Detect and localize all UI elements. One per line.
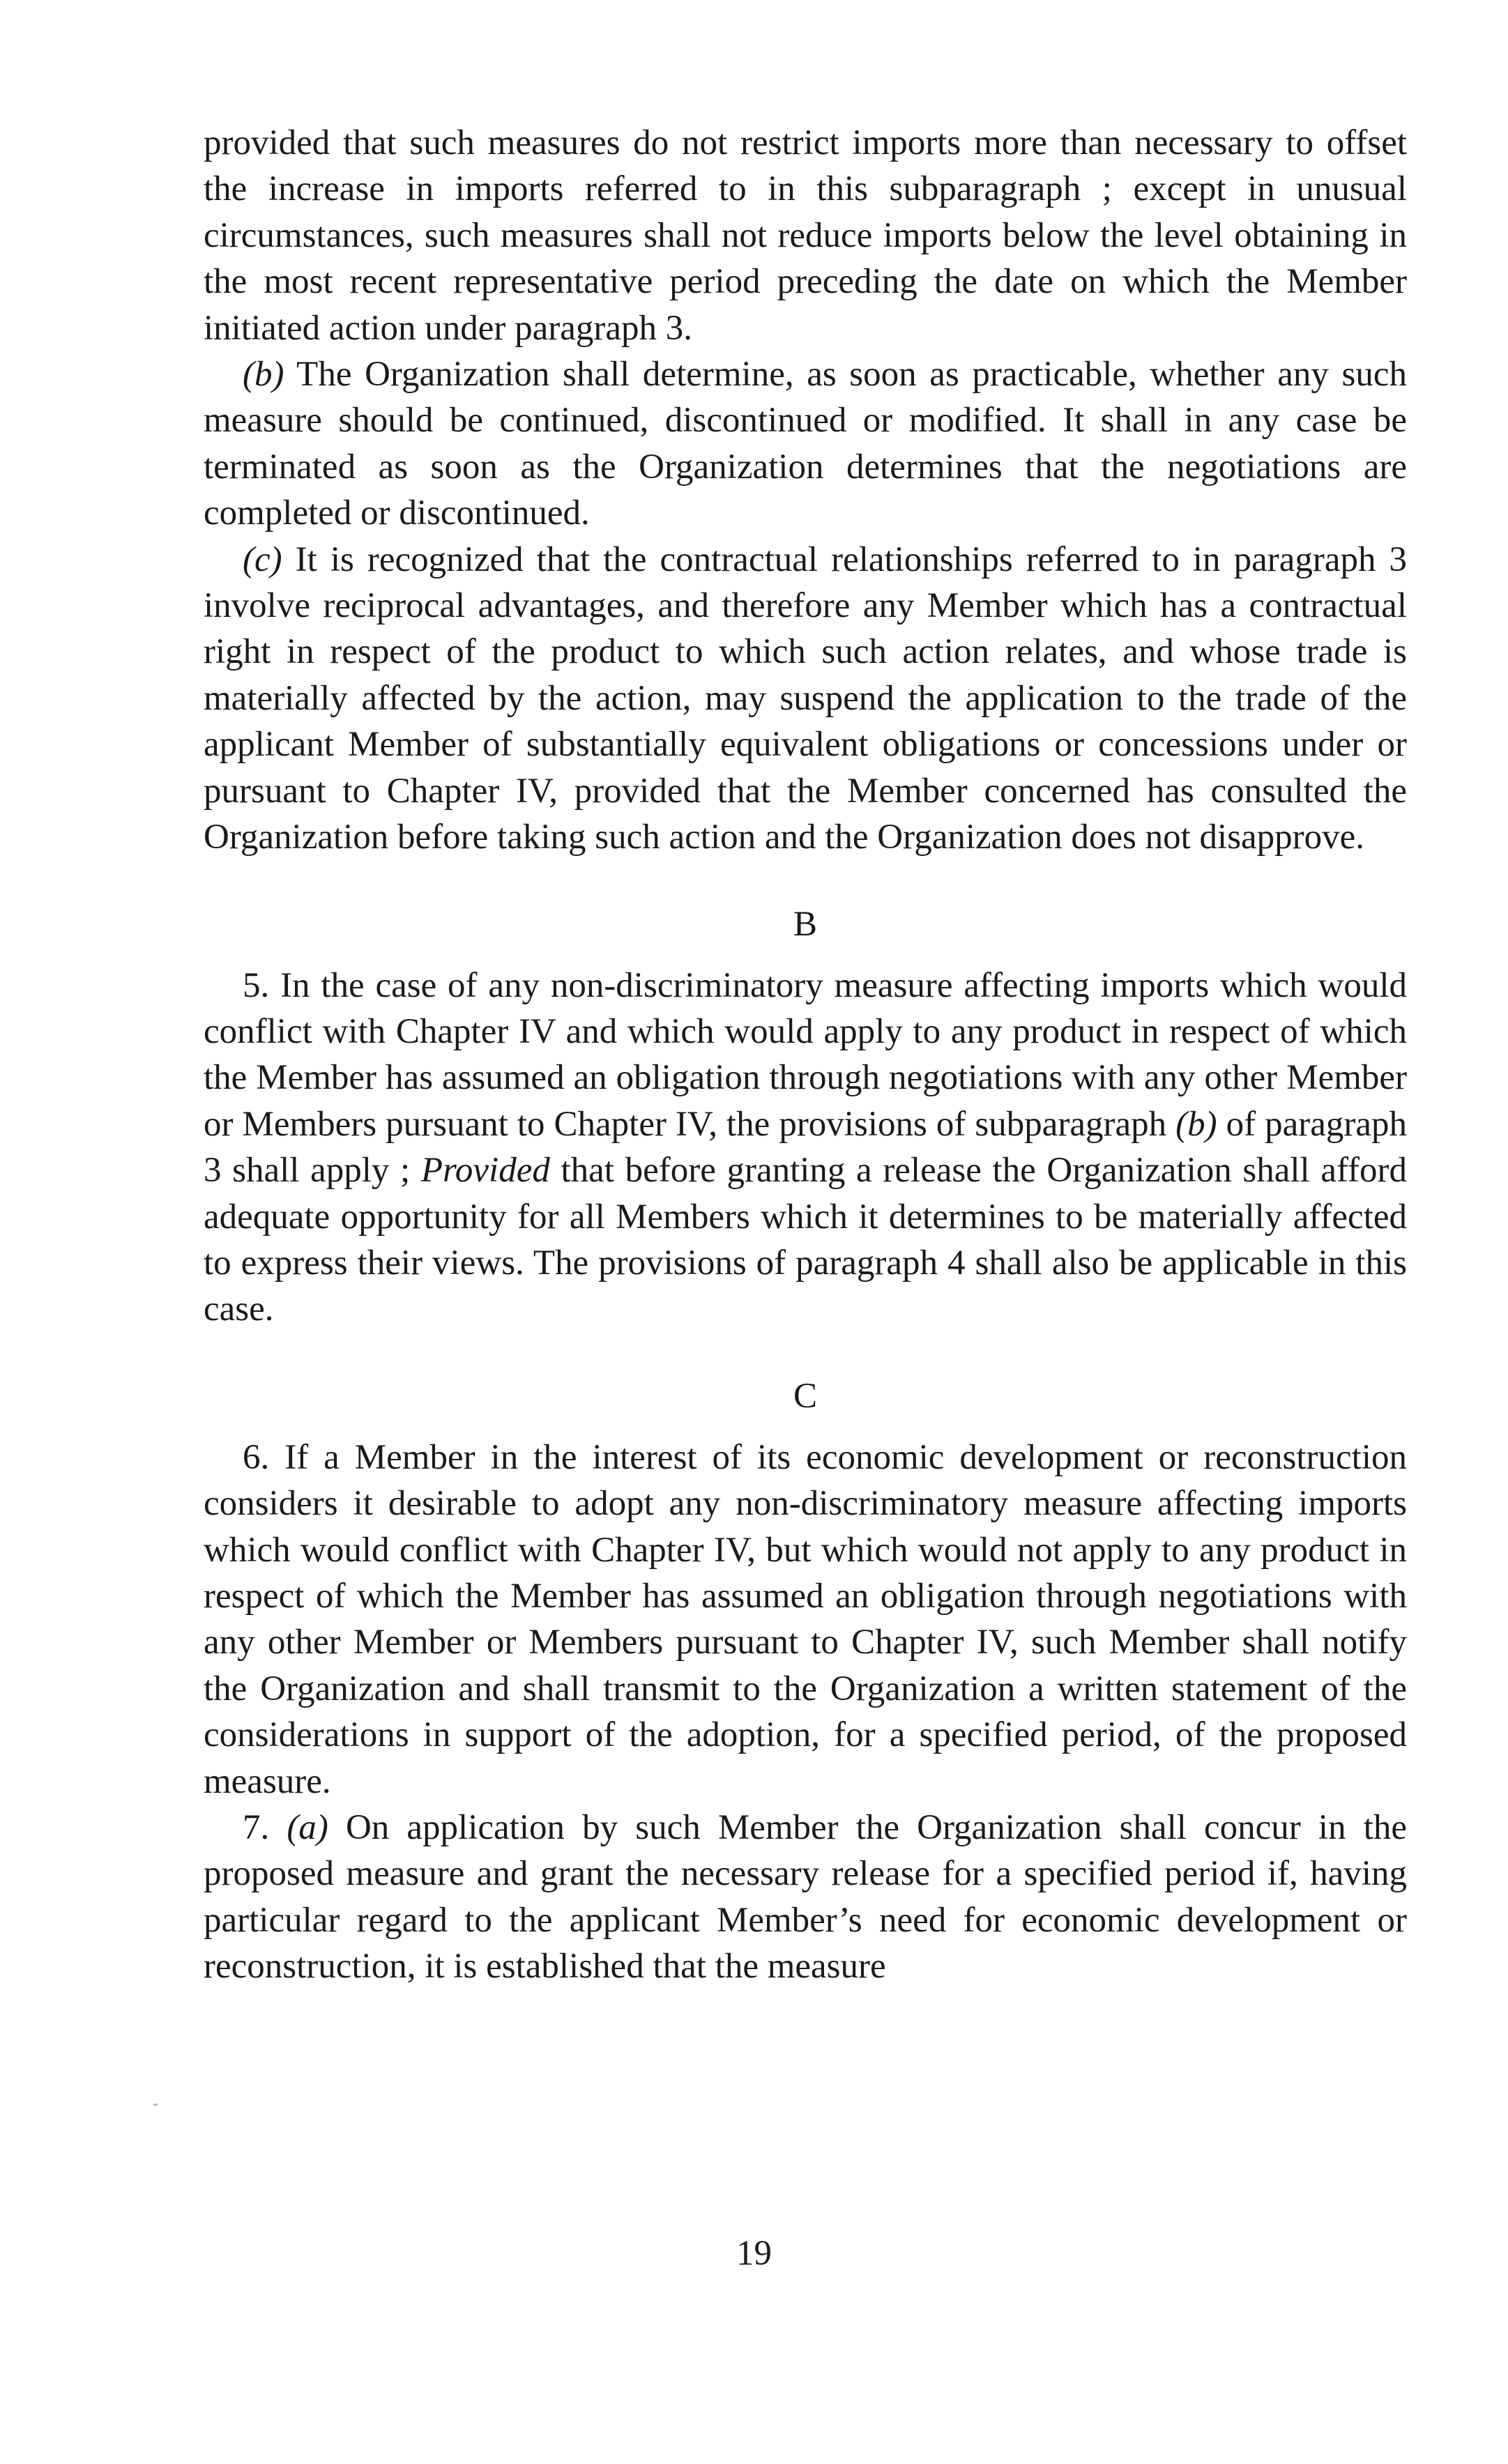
paragraph-4c-text: It is recognized that the contractual relationships referred to in paragraph 3 involve reciprocal advantages, and therefore any Member which has a contractual right in respect of the product to which such action relates, and whose trade is materially affected by the action, may suspend the application to the trade of the applicant Member of substantially equivalent obligations or concessions under or pursuant to Chapter IV, provided that the Member concerned has consulted the Organization before taking such action and the Organization does not disapprove. xyxy=(204,540,1407,857)
paragraph-7-label-a: (a) xyxy=(287,1808,328,1847)
paragraph-7a xyxy=(204,1805,1407,1990)
paragraph-5-subparagraph-ref: (b) xyxy=(1175,1104,1217,1144)
paragraph-6: 6. If a Member in the interest of its economic development or reconstruction considers it desirable to adopt any non-discriminatory measure affecting imports which would conflict with Chapter IV, but which would not apply to any product in respect of which the Member has assumed an obligation through negotiations with any other Member or Members pursuant to Chapter IV, such Member shall notify the Organization and shall transmit to the Organization a written statement of the considerations in support of the adoption, for a specified period, of the proposed measure. xyxy=(204,1437,1407,1801)
paragraph-5 xyxy=(204,963,1407,1333)
paragraph-5-text-middle: of paragraph 3 shall apply ; xyxy=(204,1104,1408,1191)
paragraph-4c xyxy=(204,537,1407,861)
paragraph-4b-text: The Organization shall determine, as soon as practicable, whether any such measure should be continued, discontinued or modified. It shall in any case be terminated as soon as the Organization determines that the negotiations are completed or discontinued. xyxy=(204,355,1407,533)
paragraph-4b xyxy=(204,351,1407,537)
paragraph-7a-text: On application by such Member the Organization shall concur in the proposed measure and grant the necessary release for a specified period if, having particular regard to the applicant Member’s need for economic development or reconstruction, it is established that the measure xyxy=(204,1808,1408,1987)
paragraph-5-provided: Provided xyxy=(420,1151,550,1191)
paragraph-5-text-end: that before granting a release the Organization shall afford adequate opportunity for all Members which it determines to be materially affected to express their views. The provisions of paragraph 4 shall also be applicable in this case. xyxy=(204,1151,1407,1329)
subparagraph-label-c: (c) xyxy=(243,540,282,579)
document-page xyxy=(204,120,1407,1990)
paragraph-continuation: provided that such measures do not restrict imports more than necessary to offset the increase in imports referred to in this subparagraph ; except in unusual circumstances, such measures shall not reduce imports below the level obtaining in the most recent representative period preceding the date on which the Member initiated action under paragraph 3. xyxy=(204,123,1407,348)
paragraph-5-text-start: 5. In the case of any non-discriminatory measure affecting imports which would conflict with Chapter IV and which would apply to any product in respect of which the Member has assumed an obligation through negotiations with any other Member or Members pursuant to Chapter IV, the provisions of subparagraph xyxy=(204,965,1407,1144)
section-heading-b: B xyxy=(793,904,818,944)
section-heading-c: C xyxy=(793,1376,818,1416)
subparagraph-label-b: (b) xyxy=(243,355,284,395)
margin-mark xyxy=(153,2104,158,2106)
page-number: 19 xyxy=(736,2234,772,2273)
paragraph-7-number: 7. xyxy=(243,1808,287,1847)
